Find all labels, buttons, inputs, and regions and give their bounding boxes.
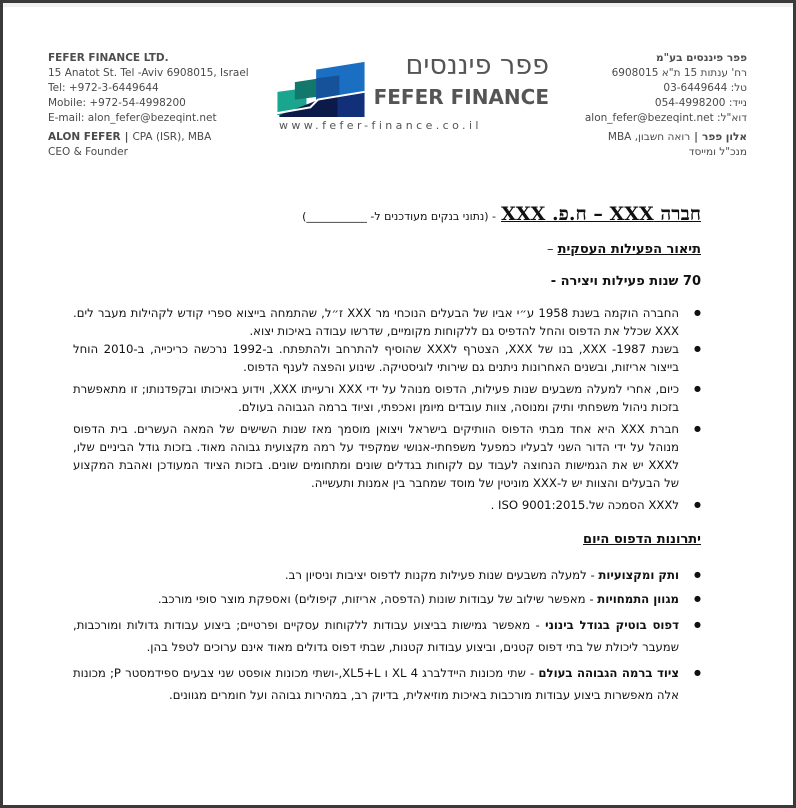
document-body: [73, 157, 701, 706]
advantage-label: ותק ומקצועיות: [598, 568, 679, 582]
advantage-text: - מאפשר גמישות בביצוע עבודות ללקוחות עסקיים ופרטיים; ביצוע עבודות גדולות ומורכבות, שמעבר ליכולת של בתי דפוס קטנים, וביצוע עבודות קטנות, שבתי דפוס גדולים מאוד אינם ערוכים לטפל בהן.: [73, 618, 679, 654]
company-address-english: 15 Anatot St. Tel -Aviv 6908015, Israel: [48, 67, 249, 79]
person-role-english: CEO & Founder: [48, 146, 128, 158]
email-label-hebrew: דוא"ל:: [717, 112, 747, 124]
separator: |: [694, 131, 698, 143]
person-name-english: ALON FEFER: [48, 131, 121, 143]
person-line-english: [48, 130, 263, 145]
person-role-hebrew: מנכ"ל ומייסד: [688, 146, 747, 158]
email-value-hebrew[interactable]: alon_fefer@bezeqint.net: [584, 112, 714, 124]
letterhead-english: [48, 51, 263, 160]
advantage-label: דפוס בוטיק בגודל בינוני: [545, 618, 679, 632]
logo-website[interactable]: www.fefer-finance.co.il: [279, 119, 482, 132]
section-heading-advantages-text: יתרונות הדפוס היום: [583, 532, 701, 547]
advantage-text: - למעלה משבעים שנות פעילות מקנות לדפוס יציבות וניסיון רב.: [284, 568, 599, 582]
company-email-hebrew: [547, 111, 747, 126]
document-title-line: [73, 201, 701, 230]
document-page: [3, 3, 793, 805]
tel-value-hebrew: 03-6449644: [663, 82, 728, 94]
section-heading-advantages: [73, 530, 701, 550]
logo-text-block: [369, 49, 549, 111]
list-item: ● חברת XXX היא אחד מבתי הדפוס הוותיקים בישראל ויצואן מוסמך מאז שנות השישים של המאה העשרים. בית הדפוס מנוהל על ידי הדור השני לבעליו כמפעל משפחתי-אנושי שמקפיד על רמה מקצועית גבוהה מאוד. בזכות גודל הביניים שלו, לXXX יש את הגמישות הנחוצה לעבוד עם לקוחות בגדלים שונים ומתחומים שונים. בזכות הציוד המעודכן ואהבת המקצוע של הבעלים והצוות יש ל-XXX מוניטין של מוסד שמחבר בין אמנות ותעשייה.: [73, 420, 701, 492]
advantages-list: [73, 566, 701, 706]
document-title: חברה XXX – ח.פ. XXX: [501, 203, 701, 225]
advantage-text: - שתי מכונות היידלברג XL 4 ו XL5+L,-ושתי מכונות אופסט שני צבעים ספידמסטר P; מכונות אלה מאפשרות ביצוע עבודות מורכבות באיכות מוזיאלית, בדיוק רב, במהירות גבוהה ועל חומרים מגוונים.: [73, 666, 679, 702]
history-list-first: [73, 304, 701, 340]
person-credentials-english: CPA (ISR), MBA: [132, 131, 212, 143]
list-item: ● בשנת 1987- XXX, בנו של XXX, הצטרף לXXX שהוסיף להתרחב ולהתפתח. ב-1992 נרכשה כריכייה, ב-2010 הוחל בייצור אריזות, ובשנים האחרונות ניתנים גם שירותי לוגיסטיקה. שינוע והפצה לענף הדפוס.: [73, 340, 701, 376]
company-mobile-hebrew: [547, 96, 747, 111]
tel-label-hebrew: טל:: [730, 82, 747, 94]
company-tel-english: Tel: +972-3-6449644: [48, 82, 159, 94]
person-line-hebrew: [547, 130, 747, 145]
letterhead: [3, 7, 793, 157]
person-name-hebrew: אלון פפר: [702, 131, 747, 143]
list-item: ● לXXX הסמכה של.ISO 9001:2015 .: [73, 496, 701, 514]
logo-hebrew-name: פפר פיננסים: [405, 50, 549, 81]
mobile-label-hebrew: נייד:: [728, 97, 747, 109]
list-item: [73, 662, 701, 706]
list-item: [73, 614, 701, 658]
mobile-value-hebrew: 054-4998200: [654, 97, 726, 109]
section-heading-business-text: תיאור הפעילות העסקית: [557, 242, 701, 257]
company-name-english: FEFER FINANCE LTD.: [48, 52, 169, 64]
company-name-hebrew: פפר פיננסים בע"מ: [656, 52, 747, 64]
logo-english-name: FEFER FINANCE: [373, 85, 549, 109]
letterhead-hebrew: [547, 51, 747, 160]
company-tel-hebrew: [547, 81, 747, 96]
advantage-label: מגוון התמחויות: [597, 592, 679, 606]
history-list: [73, 340, 701, 514]
list-item: ● כיום, אחרי למעלה משבעים שנות פעילות, הדפוס מנוהל על ידי XXX ורעייתו XXX, וידוע באיכותו ובקפדנותו; זו מתאפשרת בזכות ניהול משפחתי ותיק ומנוסה, צוות עובדים מיומן ואכפתי, וציוד ברמה הגבוהה בעולם.: [73, 380, 701, 416]
section-heading-dash: –: [546, 242, 558, 257]
person-credentials-hebrew: רואה חשבון, MBA: [607, 131, 691, 143]
section-heading-70-years: 70 שנות פעילות ויצירה -: [550, 274, 701, 289]
separator: |: [124, 131, 129, 143]
list-item: [73, 588, 701, 610]
advantage-label: ציוד ברמה הגבוהה בעולם: [538, 666, 679, 680]
document-title-note: - (נתוני בנקים מעודכנים ל- ___________): [302, 210, 496, 223]
company-address-hebrew: רח' ענתות 15 ת"א 6908015: [611, 67, 747, 79]
list-item: [73, 566, 701, 584]
logo-bars-icon: [277, 57, 365, 117]
company-email-english[interactable]: E-mail: alon_fefer@bezeqint.net: [48, 112, 217, 124]
section-heading-business: [73, 240, 701, 260]
company-mobile-english: Mobile: +972-54-4998200: [48, 97, 186, 109]
advantage-text: - מאפשר שילוב של עבודות שונות (הדפסה, אריזות, קיפולים) ואספקת מוצר סופי מורכב.: [157, 592, 598, 606]
company-logo: [277, 49, 549, 139]
list-item: ● החברה הוקמה בשנת 1958 ע״י אביו של הבעלים הנוכחי מר XXX ז״ל, שהתמחה בייצוא ספרי קודש לקהילות מעבר לים. XXX שכלל את הדפוס והחל להדפיס גם ללקוחות מקומיים, שדרשו עבודה באיכות יצוא.: [73, 304, 701, 340]
